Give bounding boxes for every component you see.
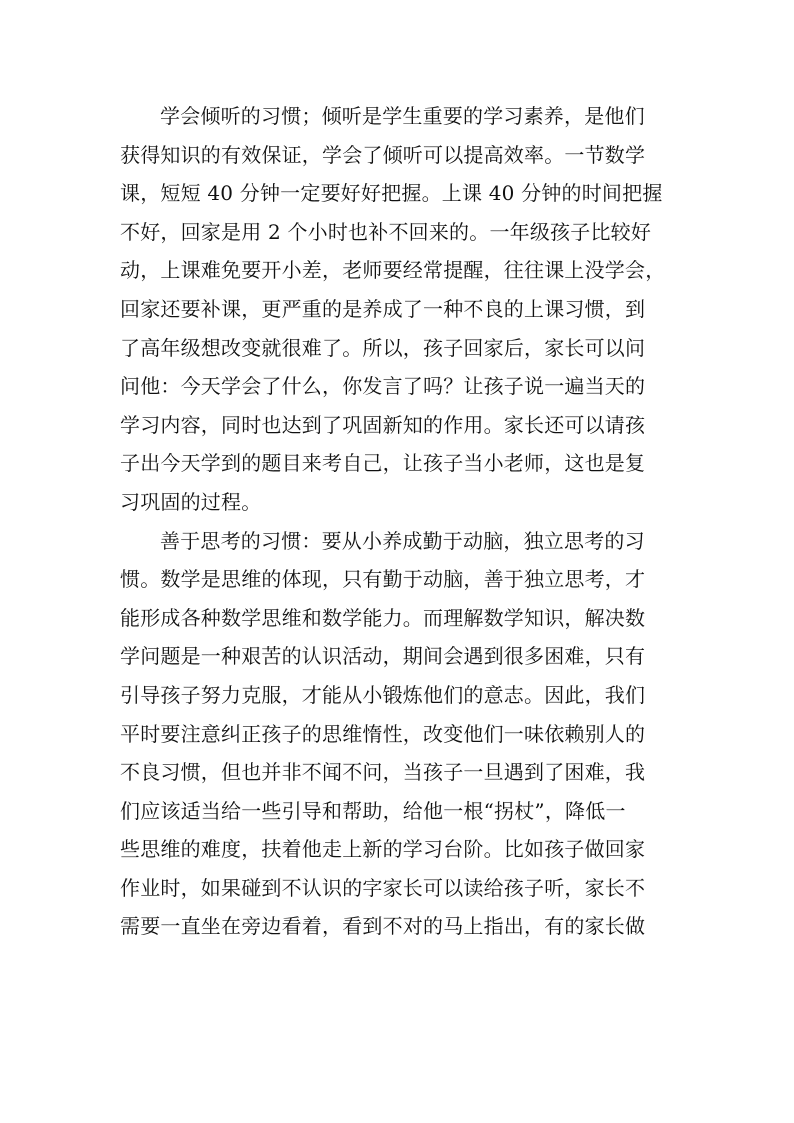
- paragraph-line: 动，上课难免要开小差，老师要经常提醒，往往课上没学会，: [120, 258, 666, 283]
- paragraph-line: 作业时，如果碰到不认识的字家长可以读给孩子听，家长不: [120, 875, 646, 900]
- paragraph-line: 学习内容，同时也达到了巩固新知的作用。家长还可以请孩: [120, 412, 646, 437]
- paragraph-line: 平时要注意纠正孩子的思维惰性，改变他们一味依赖别人的: [120, 721, 646, 746]
- paragraph-line: 惯。数学是思维的体现，只有勤于动脑，善于独立思考，才: [120, 567, 646, 592]
- paragraph-line: 需要一直坐在旁边看着，看到不对的马上指出，有的家长做: [120, 914, 646, 939]
- paragraph-line: 能形成各种数学思维和数学能力。而理解数学知识，解决数: [120, 605, 646, 630]
- paragraph-line: 不好，回家是用 2 个小时也补不回来的。一年级孩子比较好: [120, 219, 652, 244]
- paragraph-line: 引导孩子努力克服，才能从小锻炼他们的意志。因此，我们: [120, 682, 646, 707]
- paragraph-listening-habit: [120, 97, 680, 522]
- paragraph-line: 学问题是一种艰苦的认识活动，期间会遇到很多困难，只有: [120, 644, 646, 669]
- paragraph-line: 们应该适当给一些引导和帮助，给他一根“拐杖”，降低一: [120, 798, 626, 823]
- paragraph-line: 获得知识的有效保证，学会了倾听可以提高效率。一节数学: [120, 142, 646, 167]
- paragraph-line: 不良习惯，但也并非不闻不问，当孩子一旦遇到了困难，我: [120, 760, 646, 785]
- paragraph-line: 了高年级想改变就很难了。所以，孩子回家后，家长可以问: [120, 335, 646, 360]
- paragraph-line: 善于思考的习惯：要从小养成勤于动脑，独立思考的习: [160, 528, 645, 553]
- paragraph-line: 子出今天学到的题目来考自己，让孩子当小老师，这也是复: [120, 451, 646, 476]
- paragraph-line: 学会倾听的习惯；倾听是学生重要的学习素养，是他们: [160, 104, 645, 128]
- paragraph-line: 课，短短 40 分钟一定要好好把握。上课 40 分钟的时间把握: [120, 181, 663, 206]
- paragraph-line: 问他：今天学会了什么，你发言了吗？让孩子说一遍当天的: [120, 374, 646, 399]
- paragraph-line: 些思维的难度，扶着他走上新的学习台阶。比如孩子做回家: [120, 837, 646, 862]
- paragraph-thinking-habit: [120, 522, 680, 947]
- paragraph-line: 回家还要补课，更严重的是养成了一种不良的上课习惯，到: [120, 296, 646, 321]
- document-body: [120, 97, 680, 946]
- paragraph-line: 习巩固的过程。: [120, 489, 262, 514]
